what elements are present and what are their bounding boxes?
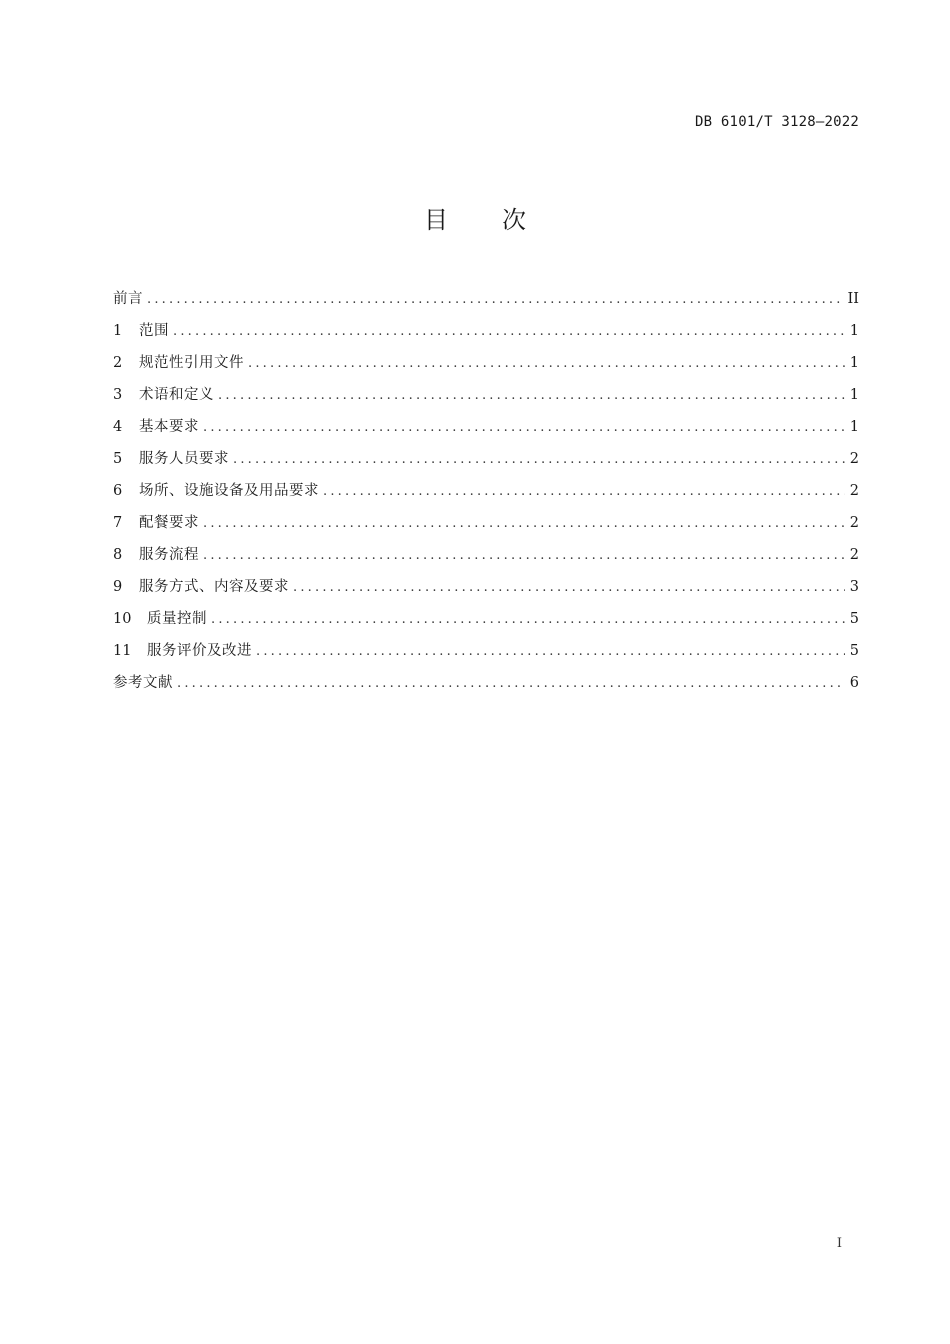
toc-entry-references[interactable]	[113, 667, 859, 699]
toc-entry-label: 配餐要求	[139, 515, 199, 531]
toc-entry-page: 1	[849, 355, 859, 371]
toc-entry-number: 5	[113, 451, 123, 467]
toc-dot-leader	[248, 348, 845, 380]
toc-entry-page: 2	[849, 547, 859, 563]
toc-dot-leader	[203, 508, 845, 540]
page-title: 目次	[424, 206, 580, 234]
toc-dot-leader	[323, 476, 845, 508]
toc-dot-leader	[203, 412, 845, 444]
toc-entry-label: 服务方式、内容及要求	[139, 579, 289, 595]
toc-dot-leader	[173, 316, 845, 348]
toc-entry-7[interactable]	[113, 507, 859, 539]
toc-dot-leader	[177, 668, 845, 700]
toc-entry-label: 参考文献	[113, 675, 173, 691]
toc-entry-label: 服务流程	[139, 547, 199, 563]
toc-entry-number: 4	[113, 419, 123, 435]
page-number: I	[836, 1236, 842, 1251]
toc-entry-3[interactable]	[113, 379, 859, 411]
table-of-contents	[113, 283, 859, 699]
toc-dot-leader	[233, 444, 845, 476]
toc-entry-label: 范围	[139, 323, 169, 339]
toc-entry-8[interactable]	[113, 539, 859, 571]
toc-entry-11[interactable]	[113, 635, 859, 667]
toc-entry-number: 10	[113, 611, 132, 627]
toc-entry-page: 1	[849, 323, 859, 339]
toc-entry-number: 11	[113, 643, 132, 659]
toc-dot-leader	[218, 380, 845, 412]
toc-dot-leader	[256, 636, 845, 668]
toc-entry-number: 6	[113, 483, 123, 499]
toc-dot-leader	[293, 572, 845, 604]
toc-entry-label: 术语和定义	[139, 387, 214, 403]
toc-entry-page: 1	[849, 419, 859, 435]
toc-entry-9[interactable]	[113, 571, 859, 603]
toc-entry-number: 9	[113, 579, 123, 595]
toc-entry-label: 场所、设施设备及用品要求	[139, 483, 319, 499]
toc-dot-leader	[211, 604, 845, 636]
toc-entry-6[interactable]	[113, 475, 859, 507]
toc-entry-label: 规范性引用文件	[139, 355, 244, 371]
toc-entry-page: 1	[849, 387, 859, 403]
toc-entry-page: 5	[849, 611, 859, 627]
toc-entry-10[interactable]	[113, 603, 859, 635]
document-code: DB 6101/T 3128—2022	[695, 114, 859, 130]
toc-entry-5[interactable]	[113, 443, 859, 475]
toc-entry-foreword[interactable]	[113, 283, 859, 315]
toc-entry-number: 2	[113, 355, 123, 371]
toc-entry-page: 2	[849, 483, 859, 499]
toc-entry-page: II	[847, 291, 859, 307]
toc-entry-2[interactable]	[113, 347, 859, 379]
toc-entry-number: 3	[113, 387, 123, 403]
toc-entry-label: 服务评价及改进	[147, 643, 252, 659]
toc-entry-number: 8	[113, 547, 123, 563]
toc-dot-leader	[203, 540, 845, 572]
toc-entry-label: 质量控制	[147, 611, 207, 627]
toc-entry-1[interactable]	[113, 315, 859, 347]
toc-dot-leader	[147, 284, 844, 316]
toc-entry-page: 5	[849, 643, 859, 659]
toc-entry-page: 3	[849, 579, 859, 595]
toc-entry-label: 服务人员要求	[139, 451, 229, 467]
toc-entry-4[interactable]	[113, 411, 859, 443]
toc-entry-label: 前言	[113, 291, 143, 307]
toc-entry-page: 2	[849, 451, 859, 467]
toc-entry-number: 7	[113, 515, 123, 531]
toc-entry-page: 2	[849, 515, 859, 531]
toc-entry-number: 1	[113, 323, 123, 339]
toc-entry-label: 基本要求	[139, 419, 199, 435]
toc-entry-page: 6	[849, 675, 859, 691]
